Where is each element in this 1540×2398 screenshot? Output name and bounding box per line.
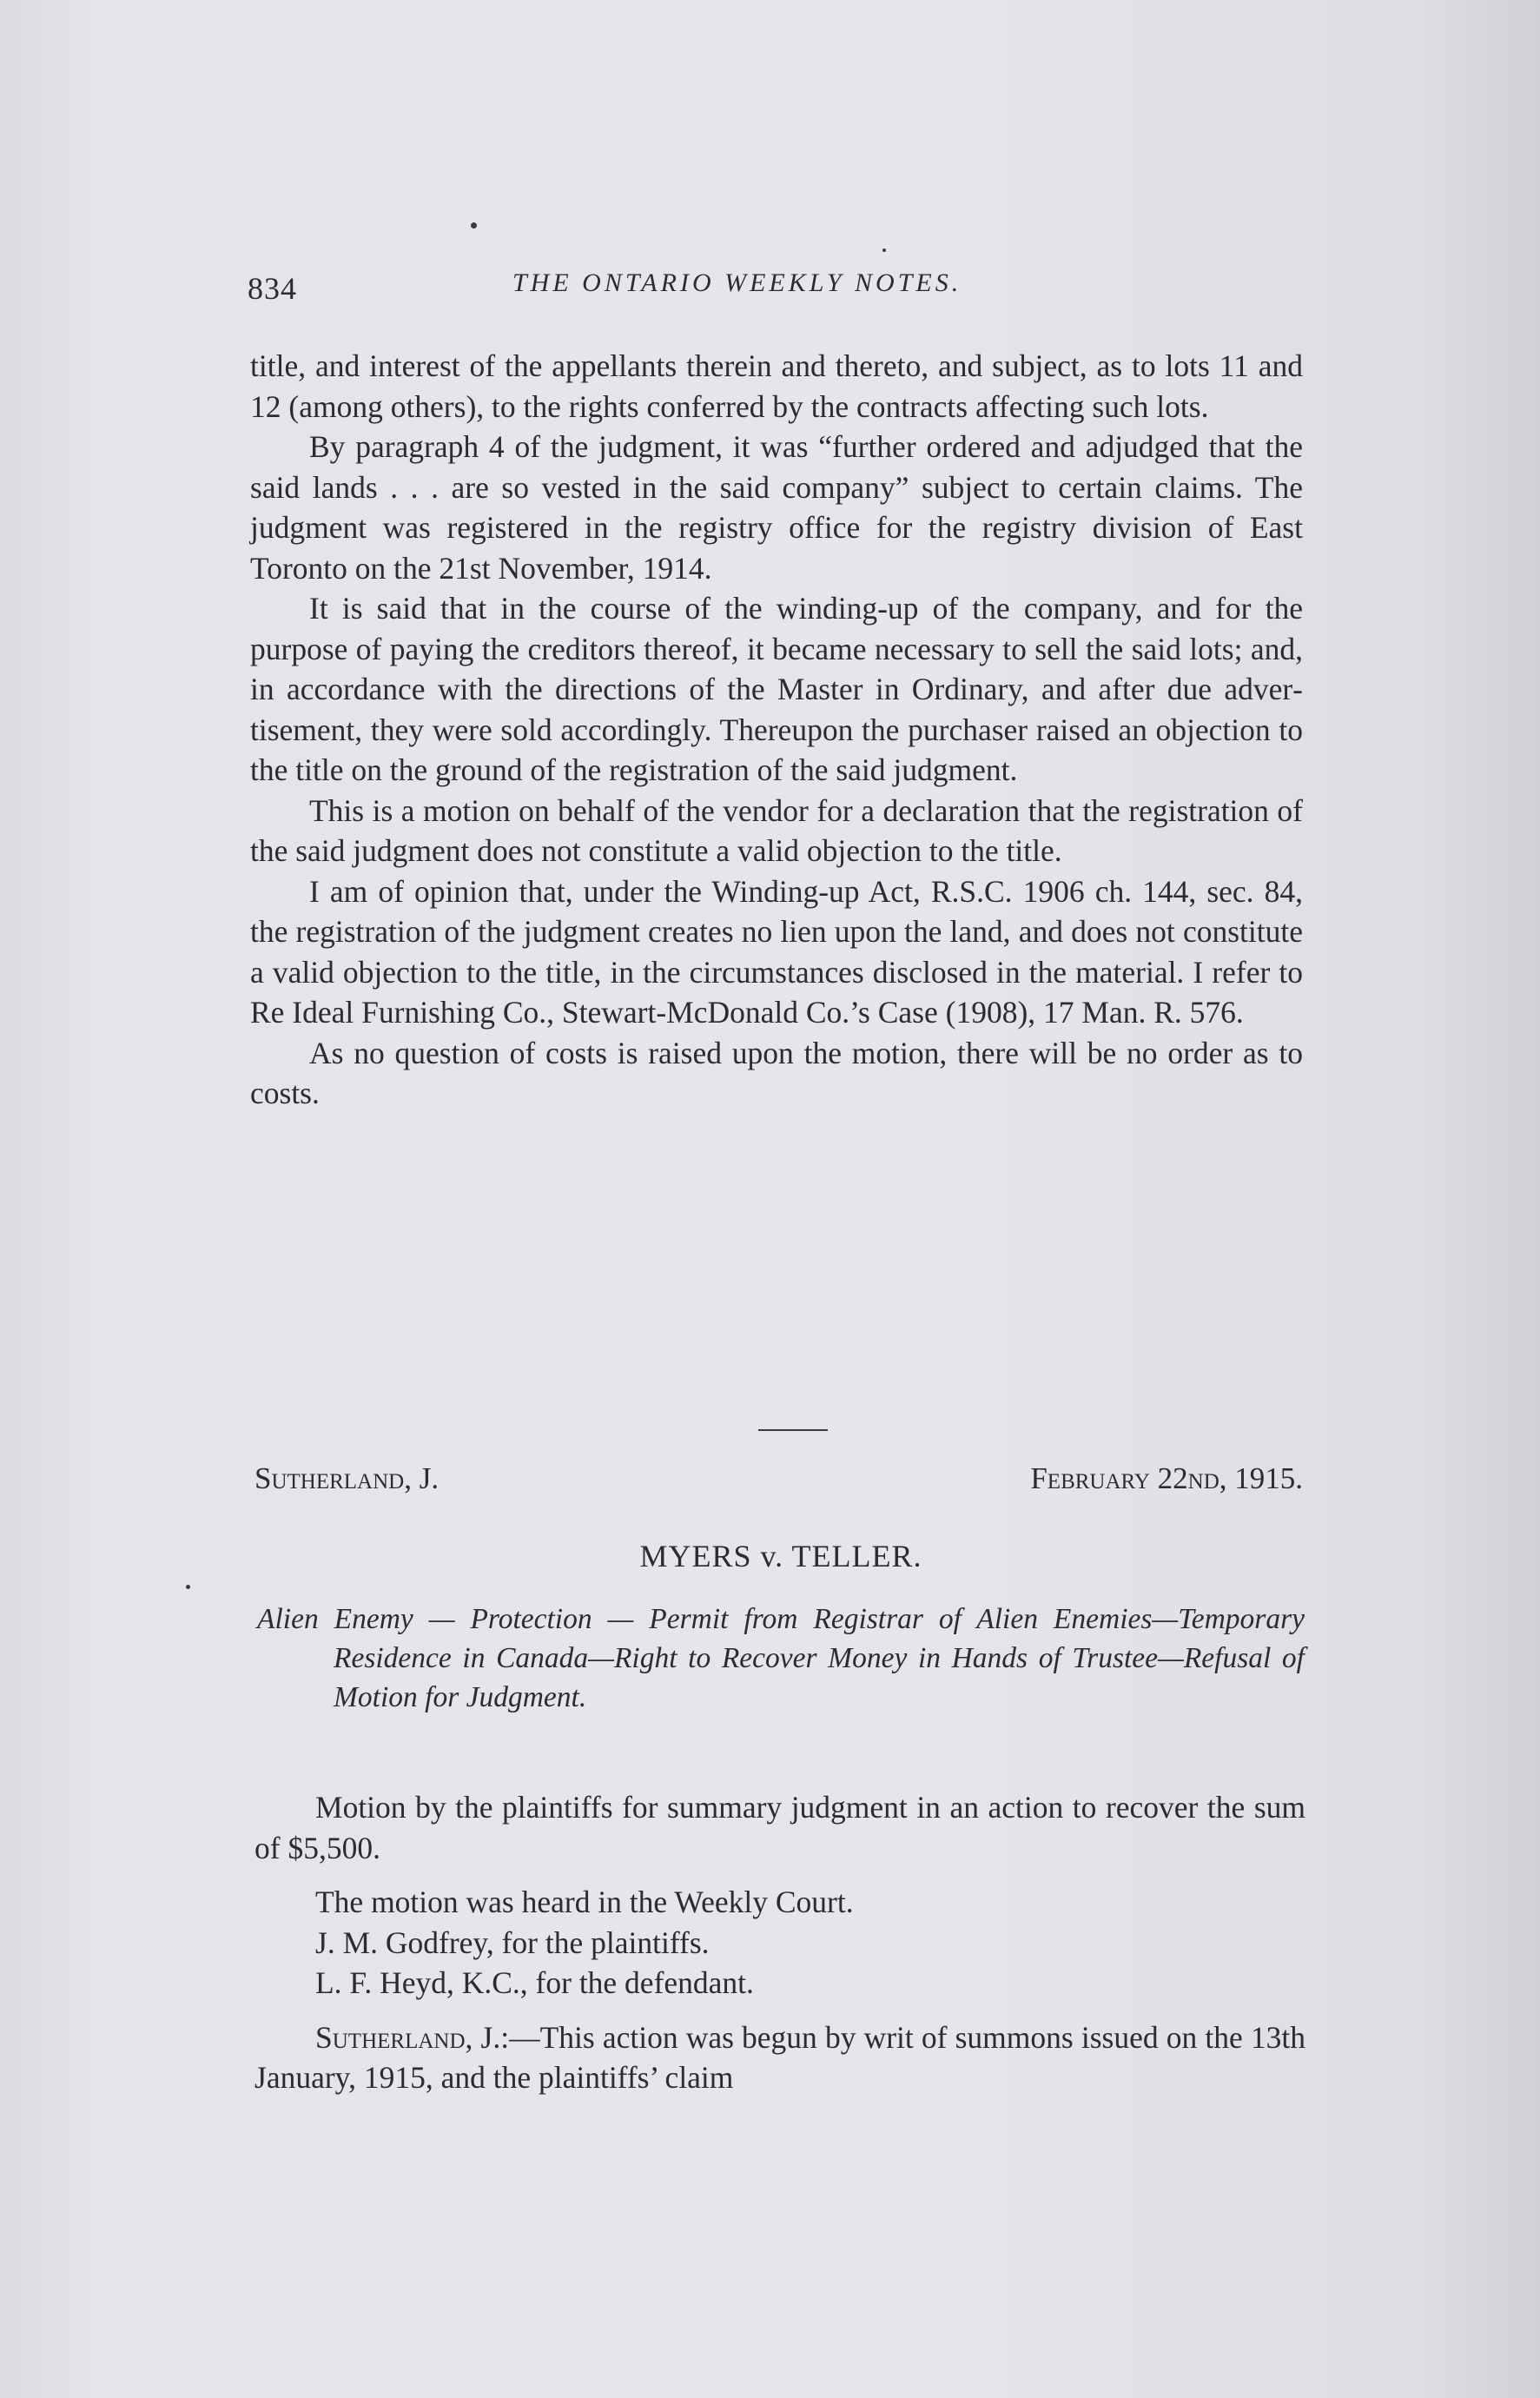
ink-spot <box>186 1585 190 1589</box>
body-text <box>250 346 1303 1114</box>
paragraph: It is said that in the course of the winding-up of the company, and for the purpose of paying the creditors thereof, it became necessary to sell the said lots; and, in accordance with the directions of the Master in Ordinary, and after due advertisement, they were sold accordingly. Thereupon the purchaser raised an objection to the title on the ground of the registration of the said judgment. <box>250 591 1303 787</box>
judgment-judge: Sutherland, J. <box>315 2019 501 2055</box>
paragraph: By paragraph 4 of the judgment, it was “further ordered and adjudged that the said lands . . . are so vested in the said company” subject to certain claims. The judgment was registered in the registry office for the registry division of East Toronto on the 21st November, 1914. <box>250 429 1303 586</box>
judge-name: Sutherland, J. <box>254 1461 440 1495</box>
heard-line: The motion was heard in the Weekly Court. <box>315 1885 854 1919</box>
ink-spot <box>471 222 477 229</box>
case-title-text: MYERS v. TELLER. <box>639 1539 922 1573</box>
paragraph: title, and interest of the appellants therein and thereto, and subject, as to lots 11 and 12 (among others), to the rights conferred by the contracts affecting such lots. <box>250 348 1303 424</box>
counsel-plaintiffs: J. M. Godfrey, for the plaintiffs. <box>315 1924 710 1960</box>
case-body <box>254 1787 1305 2098</box>
running-head: THE ONTARIO WEEKLY NOTES. <box>512 268 962 297</box>
section-divider <box>758 1429 828 1431</box>
headnote: Alien Enemy — Protection — Permit from Registrar of Alien Enemies—Temporary Residence in Canada—Right to Recover Money in Hands of Trustee—Refusal of Motion for Judgment. <box>257 1603 1305 1713</box>
paragraph: I am of opinion that, under the Winding-up Act, R.S.C. 1906 ch. 144, sec. 84, the registration of the judgment creates no lien upon the land, and does not constitute a valid objection to the title, in the circumstances disclosed in the material. I refer to Re Ideal Furnishing Co., Stewart-McDonald Co.’s Case (1908), 17 Man. R. 576. <box>250 873 1303 1030</box>
paragraph: As no question of costs is raised upon the motion, there will be no order as to costs. <box>250 1035 1303 1110</box>
counsel-defendant: L. F. Heyd, K.C., for the defendant. <box>315 1965 754 2000</box>
page-number: 834 <box>248 271 297 306</box>
judgment-paragraph <box>254 2017 1305 2098</box>
judgment-text: :—This action was begun by writ of summons issued on the 13th January, 1915, and the plaintiffs’ claim <box>254 2019 1305 2095</box>
judge-date-line <box>254 1461 1303 1503</box>
paragraph: This is a motion on behalf of the vendor for a declaration that the registration of the said judgment does not constitute a valid objection to the title. <box>250 792 1303 868</box>
page-header <box>248 265 1303 317</box>
case-title <box>0 1538 1540 1574</box>
motion-paragraph: Motion by the plaintiffs for summary judgment in an action to recover the sum of $5,500. <box>254 1790 1305 1865</box>
decision-date: February 22nd, 1915. <box>1030 1461 1303 1495</box>
ink-spot <box>882 248 886 252</box>
